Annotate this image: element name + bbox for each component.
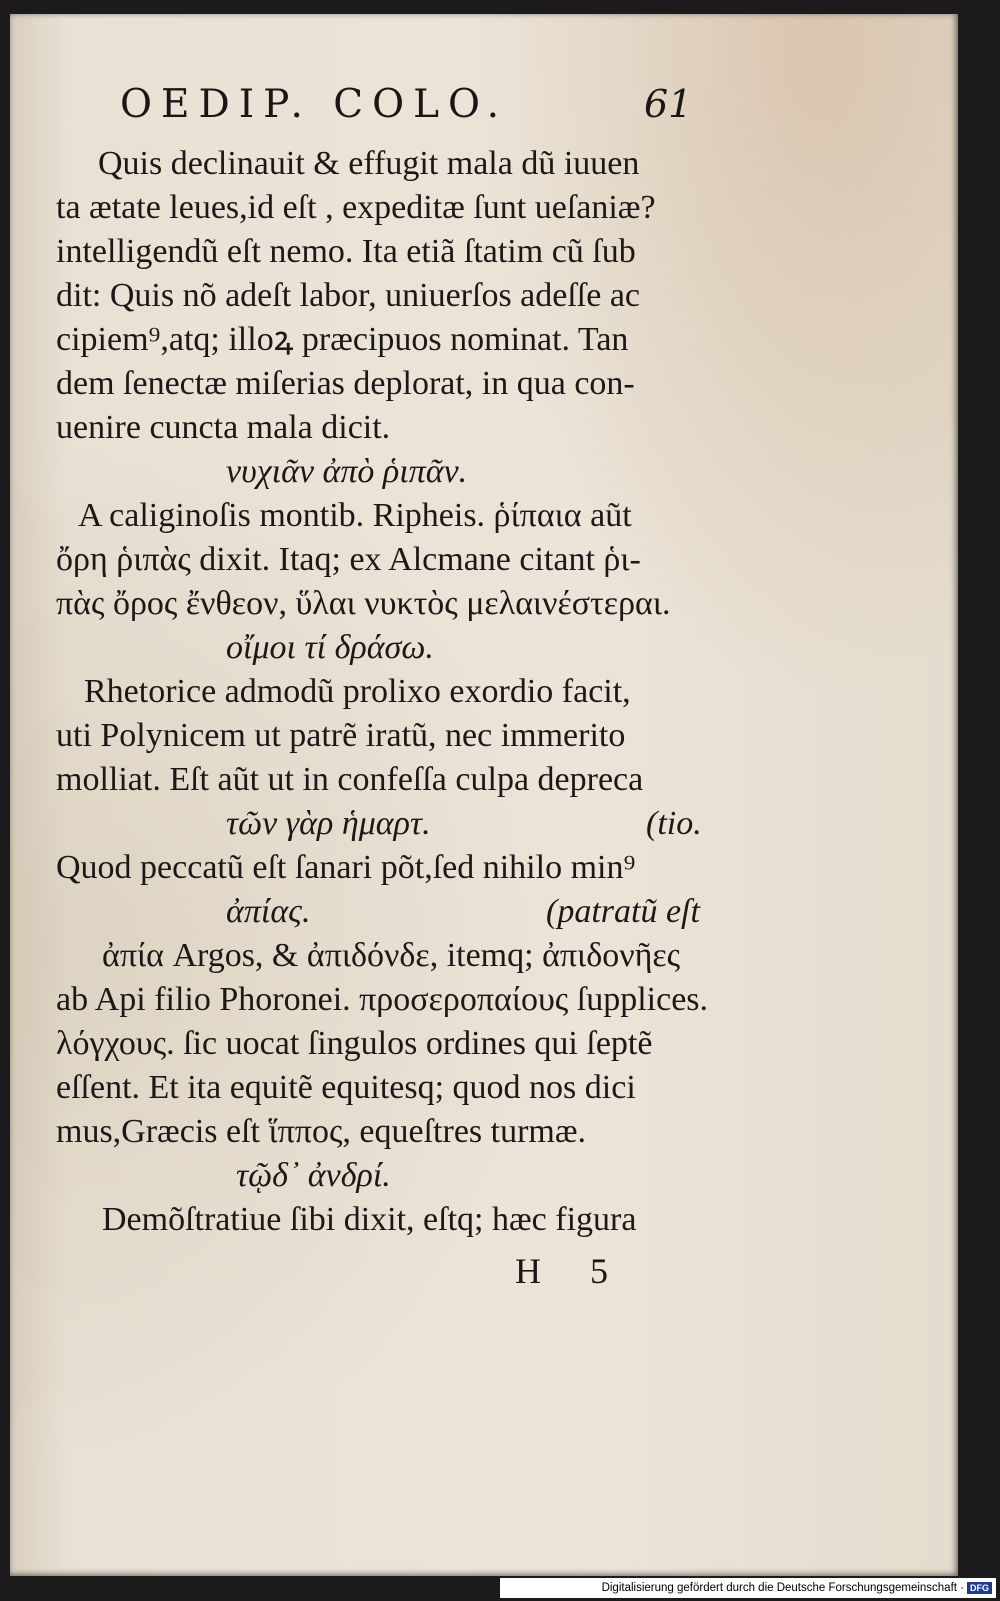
text-line: mus,Græcis eſt ἵππος, equeſtres turmæ. bbox=[56, 1113, 587, 1150]
text-line: molliat. Eſt aũt ut in confeſſa culpa depreca bbox=[56, 761, 644, 798]
line-continuation: (patratũ eſt bbox=[546, 893, 700, 930]
line-continuation: (tio. bbox=[646, 805, 702, 842]
text-line: eſſent. Et ita equitẽ equitesq; quod nos dici bbox=[56, 1069, 636, 1106]
page-number: 61 bbox=[644, 82, 693, 126]
greek-lemma-text: ἀπίας. bbox=[226, 893, 311, 930]
signature-mark: H 5 bbox=[515, 1251, 628, 1291]
text-line: Demõſtratiue ſibi dixit, eſtq; hæc figura bbox=[102, 1201, 637, 1238]
text-line: Rhetorice admodũ prolixo exordio facit, bbox=[84, 673, 631, 710]
text-line: πὰς ὄρος ἔνθεον, ὕλαι νυκτὸς μελαινέστεραι. bbox=[56, 585, 671, 622]
credit-text: Digitalisierung gefördert durch die Deutsche Forschungsgemeinschaft · bbox=[601, 1582, 964, 1594]
text-line: dem ſenectæ miſerias deplorat, in qua con- bbox=[56, 365, 635, 402]
digitization-credit bbox=[500, 1578, 996, 1598]
text-line: uti Polynicem ut patrẽ iratũ, nec immerito bbox=[56, 717, 626, 754]
greek-lemma bbox=[56, 890, 736, 934]
text-line: Quis declinauit & effugit mala dũ iuuen bbox=[98, 145, 640, 182]
text-line: Quod peccatũ eſt ſanari põt,ſed nihilo min⁹ bbox=[56, 849, 636, 886]
book-page bbox=[10, 14, 958, 1576]
dfg-logo: DFG bbox=[967, 1582, 992, 1594]
text-line: ab Api filio Phoronei. προσεροπαίους ſupplices. bbox=[56, 981, 709, 1018]
text-line: intelligendũ eſt nemo. Ita etiã ſtatim cũ ſub bbox=[56, 233, 636, 270]
greek-lemma: νυχιᾶν ἀπὸ ῥιπᾶν. bbox=[226, 453, 468, 490]
text-line: cipiem⁹,atq; illoꝝ præcipuos nominat. Tan bbox=[56, 321, 629, 358]
text-line: ὄρη ῥιπὰς dixit. Itaq; ex Alcmane citant ῥι- bbox=[56, 541, 641, 578]
text-line: uenire cuncta mala dicit. bbox=[56, 409, 391, 446]
text-line: ἀπία Argos, & ἀπιδόνδε, itemq; ἀπιδονῆες bbox=[102, 937, 681, 974]
greek-lemma bbox=[56, 802, 736, 846]
text-line: λόγχους. ſic uocat ſingulos ordines qui ſeptẽ bbox=[56, 1025, 653, 1062]
text-line: A caliginoſis montib. Ripheis. ῥίπαια aũt bbox=[78, 497, 632, 534]
greek-lemma: τῷδ᾽ ἀνδρί. bbox=[236, 1157, 391, 1194]
running-title: OEDIP. COLO. bbox=[120, 82, 509, 127]
greek-lemma: οἴμοι τί δράσω. bbox=[226, 629, 434, 666]
greek-lemma-text: τῶν γὰρ ἡμαρτ. bbox=[226, 805, 431, 842]
body-text bbox=[56, 142, 736, 1242]
text-line: ta ætate leues,id eſt , expeditæ ſunt ueſaniæ? bbox=[56, 189, 656, 226]
text-line: dit: Quis nõ adeſt labor, uniuerſos adeſſe ac bbox=[56, 277, 641, 314]
